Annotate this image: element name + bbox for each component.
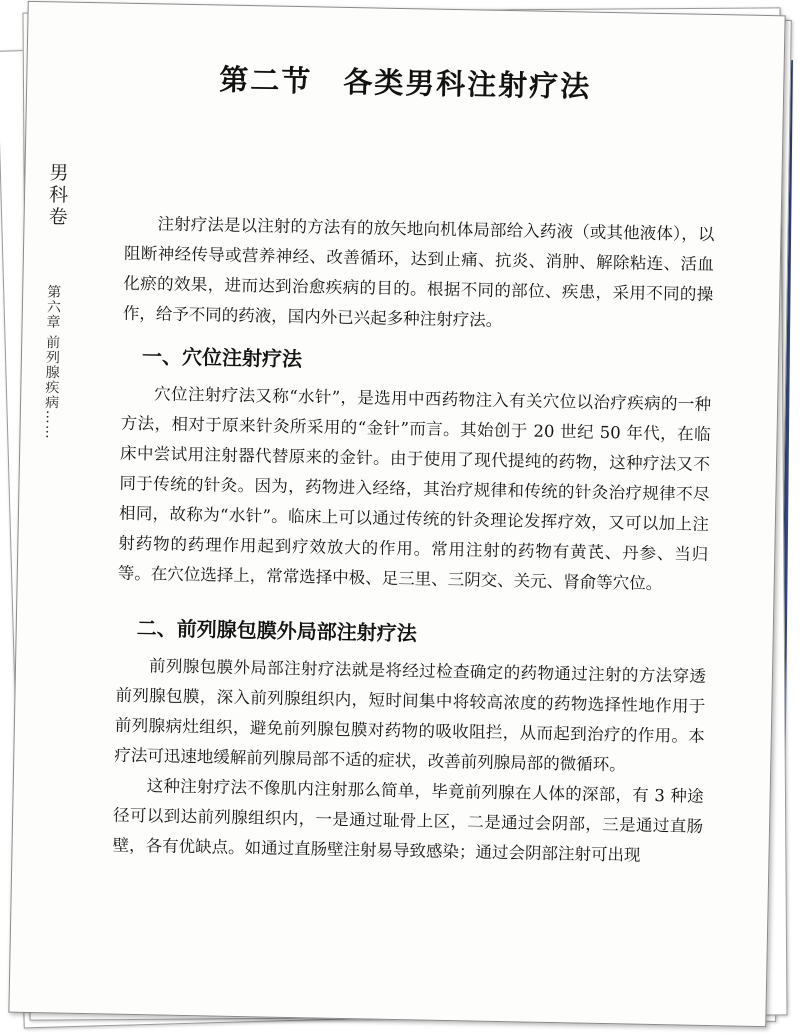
section-heading-acupoint: 一、穴位注射疗法	[141, 344, 303, 372]
page-body	[112, 209, 714, 872]
chapter-title: 第二节 各类男科注射疗法	[218, 62, 592, 104]
running-head: 男科卷	[45, 162, 69, 229]
section-paragraph: 穴位注射疗法又称“水针”，是选用中西药物注入有关穴位以治疗疾病的一种方法，相对于原来针灸所采用的“金针”而言。其始创于 20 世纪 50 年代，在临床中尝试用注射器代替原来的金针。由于使用了现代提纯的药物，这种疗法又不同于传统的针灸。因为，药物进入经络，其治疗规律和传统的针灸治疗规律不尽相同，故称为“水针”。临床上可以通过传统的针灸理论发挥疗效，又可以加上注射药物的药理作用起到疗效放大的作用。常用注射的药物有黄芪、丹参、当归等。在穴位选择上，常常选择中极、足三里、三阴交、关元、肾俞等穴位。	[117, 384, 712, 594]
section-paragraph: 前列腺包膜外局部注射疗法就是将经过检查确定的药物通过注射的方法穿透前列腺包膜，深入前列腺组织内，短时间集中将较高浓度的药物选择性地作用于前列腺病灶组织，避免前列腺包膜对药物的吸收阻拦，从而起到治疗的作用。本疗法可迅速地缓解前列腺局部不适的症状，改善前列腺局部的微循环。	[114, 656, 707, 775]
intro-paragraph: 注射疗法是以注射的方法有的放矢地向机体局部给入药液（或其他液体），以阻断神经传导或营养神经、改善循环，达到止痛、抗炎、消肿、解除粘连、活血化瘀的效果，进而达到治愈疾病的目的。根据不同的部位、疾患，采用不同的操作，给予不同的药液，国内外已兴起多种注射疗法。	[122, 214, 715, 330]
section-heading-prostate: 二、前列腺包膜外局部注射疗法	[136, 616, 417, 646]
running-subhead: 第六章 前列腺疾病……	[42, 284, 62, 440]
section-paragraph: 这种注射疗法不像肌内注射那么简单，毕竟前列腺在人体的深部，有 3 种途径可以到达前列腺组织内，一是通过耻骨上区，二是通过会阴部，三是通过直肠壁，各有优缺点。如通过直肠壁注射易导致感染；通过会阴部注射可出现	[112, 776, 704, 865]
book-page	[8, 1, 785, 1027]
